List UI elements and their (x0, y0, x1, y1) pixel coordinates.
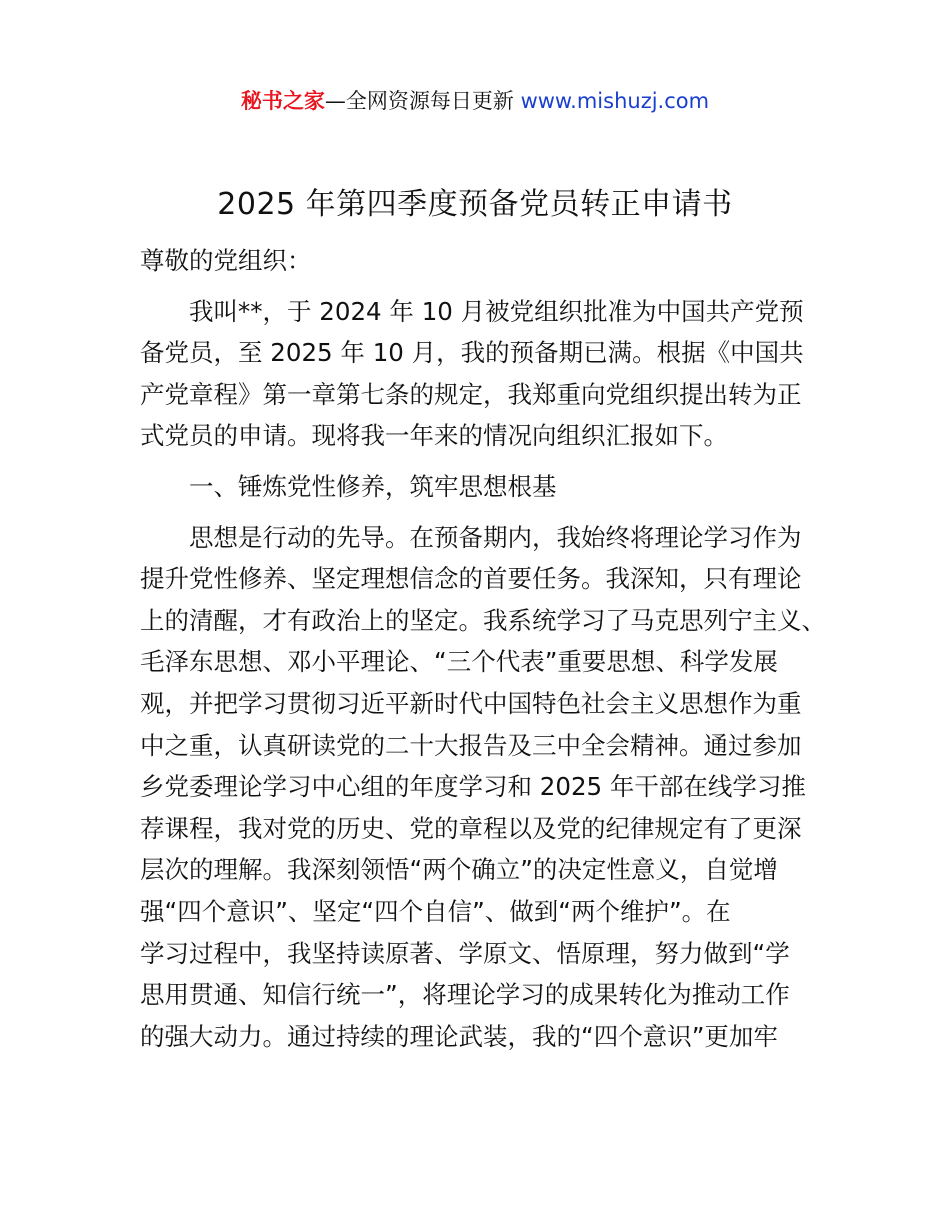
salutation: 尊敬的党组织： (140, 246, 312, 275)
document-body (140, 240, 826, 1057)
paragraph-line: 备党员，至 2025 年 10 月，我的预备期已满。根据《中国共 (140, 338, 804, 368)
paragraph-line: 上的清醒，才有政治上的坚定。我系统学习了马克思列宁主义、 (140, 605, 826, 635)
paragraph-line: 的强大动力。通过持续的理论武装，我的“四个意识”更加牢 (140, 1021, 778, 1051)
page-header (0, 86, 950, 116)
site-url-link[interactable]: www.mishuzj.com (520, 89, 710, 113)
paragraph-1 (140, 291, 816, 457)
document-title: 2025 年第四季度预备党员转正申请书 (217, 187, 733, 222)
paragraph-line: 毛泽东思想、邓小平理论、“三个代表”重要思想、科学发展 (140, 647, 778, 677)
paragraph-line: 式党员的申请。现将我一年来的情况向组织汇报如下。 (140, 421, 728, 451)
brand-name: 秘书之家 (240, 89, 325, 113)
section-heading: 一、锤炼党性修养，筑牢思想根基 (189, 471, 557, 501)
paragraph-line: 我叫**，于 2024 年 10 月被党组织批准为中国共产党预 (189, 296, 804, 326)
paragraph-line: 乡党委理论学习中心组的年度学习和 2025 年干部在线学习推 (140, 772, 806, 802)
paragraph-line: 学习过程中，我坚持读原著、学原文、悟原理，努力做到“学 (140, 938, 790, 968)
paragraph-line: 产党章程》第一章第七条的规定，我郑重向党组织提出转为正 (140, 379, 802, 409)
paragraph-line: 层次的理解。我深刻领悟“两个确立”的决定性意义，自觉增 (140, 855, 778, 885)
paragraph-line: 观，并把学习贯彻习近平新时代中国特色社会主义思想作为重 (140, 688, 802, 718)
paragraph-2 (140, 517, 826, 1058)
paragraph-line: 荐课程，我对党的历史、党的章程以及党的纪律规定有了更深 (140, 813, 802, 843)
header-tagline: —全网资源每日更新 (324, 89, 514, 113)
paragraph-line: 中之重，认真研读党的二十大报告及三中全会精神。通过参加 (140, 730, 802, 760)
paragraph-line: 强“四个意识”、坚定“四个自信”、做到“两个维护”。在 (140, 896, 731, 926)
paragraph-line: 思用贯通、知信行统一”，将理论学习的成果转化为推动工作 (140, 980, 790, 1010)
paragraph-line: 提升党性修养、坚定理想信念的首要任务。我深知，只有理论 (140, 564, 802, 594)
paragraph-line: 思想是行动的先导。在预备期内，我始终将理论学习作为 (189, 522, 802, 552)
